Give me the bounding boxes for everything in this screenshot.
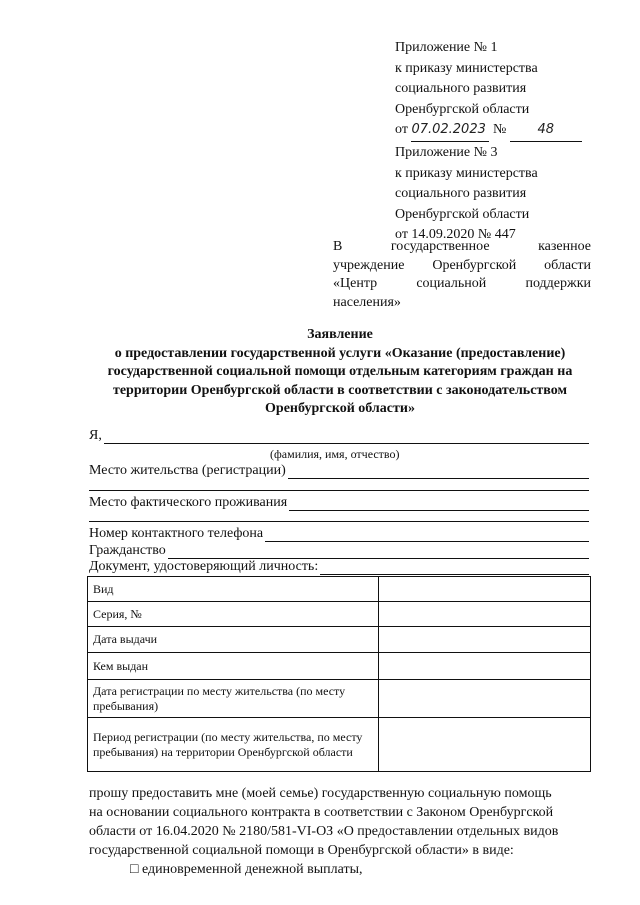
id-document-field [89,557,589,575]
addressee-line-4: населения» [333,294,401,310]
appendix-1-line-3: социального развития [395,81,527,96]
title-line-3: государственной социальной помощи отдельным категориям граждан на [107,364,573,379]
title-line-5: Оренбургской области» [265,401,415,416]
residence-input-line[interactable] [288,464,589,479]
id-document-label: Документ, удостоверяющий личность: [89,559,319,574]
lump-sum-payment-checkbox[interactable]: □ единовременной денежной выплаты, [130,862,363,877]
addressee-word: области [544,257,591,273]
table-cell-label: Серия, № [88,602,379,627]
number-sign: № [492,122,507,137]
title-line-1: Заявление [307,327,373,342]
appendix-3-line-2: к приказу министерства [395,165,538,181]
appendix-3-block [395,143,538,246]
appendix-1-date-line [395,120,582,142]
table-cell-value[interactable] [379,627,591,653]
actual-residence-extra-line[interactable] [89,521,589,522]
citizenship-label: Гражданство [89,543,166,558]
fio-field[interactable] [89,426,589,444]
addressee-word: государственное [390,239,490,254]
id-document-table [87,576,591,772]
table-cell-label: Вид [88,577,379,602]
residence-label: Место жительства (регистрации) [89,463,286,478]
handwritten-number: 48 [510,120,582,142]
table-cell-value[interactable] [379,577,591,602]
actual-residence-field[interactable] [89,493,589,511]
table-cell-value[interactable] [379,718,591,772]
id-document-line [320,560,589,575]
addressee-word: казенное [538,239,591,254]
table-row [88,627,591,653]
appendix-3-line-4: Оренбургской области [395,206,530,222]
table-cell-label: Дата выдачи [88,627,379,653]
residence-field[interactable] [89,461,589,479]
request-paragraph [89,784,591,860]
appendix-3-title: Приложение № 3 [395,145,498,160]
addressee-word: В [333,239,343,254]
table-row [88,680,591,718]
title-line-4: территории Оренбургской области в соответствии с законодательством [112,382,568,398]
table-cell-label: Период регистрации (по месту жительства, по месту пребывания) на территории Оренбургской области [88,718,379,772]
phone-field[interactable] [89,524,589,542]
table-cell-label: Дата регистрации по месту жительства (по месту пребывания) [88,680,379,718]
handwritten-date: 07.02.2023 [411,120,489,142]
appendix-3-line-3: социального развития [395,186,527,201]
table-cell-label: Кем выдан [88,653,379,680]
fio-input-line[interactable] [104,429,589,444]
paragraph-line-4: государственной социальной помощи в Оренбургской области» в виде: [89,843,514,858]
addressee-block [333,238,591,312]
table-cell-value[interactable] [379,653,591,680]
addressee-line-1 [333,238,591,257]
appendix-1-line-4: Оренбургской области [395,101,530,117]
residence-extra-line[interactable] [89,490,589,491]
addressee-line-2 [333,257,591,276]
appendix-3-line-5: от 14.09.2020 № 447 [395,227,516,242]
table-row [88,653,591,680]
paragraph-line-2: на основании социального контракта в соответствии с Законом Оренбургской [89,805,554,820]
table-cell-value[interactable] [379,602,591,627]
addressee-word: учреждение [333,257,405,273]
fio-hint: (фамилия, имя, отчество) [270,447,400,461]
table-row [88,602,591,627]
paragraph-line-3: области от 16.04.2020 № 2180/581-VI-ОЗ «О предоставлении отдельных видов [89,824,559,839]
table-row [88,577,591,602]
title-line-2: о предоставлении государственной услуги «Оказание (предоставление) [114,345,566,361]
actual-residence-label: Место фактического проживания [89,495,288,510]
addressee-word: Оренбургской [432,257,517,273]
addressee-line-3 [333,275,591,294]
addressee-word: поддержки [525,276,591,291]
from-label: от [395,122,408,137]
appendix-1-line-2: к приказу министерства [395,60,538,76]
fio-label: Я, [89,428,102,443]
application-title [80,326,600,419]
paragraph-line-1: прошу предоставить мне (моей семье) государственную социальную помощь [89,786,552,801]
appendix-1-title: Приложение № 1 [395,40,498,55]
addressee-word: «Центр [333,276,378,291]
phone-input-line[interactable] [265,527,589,542]
appendix-1-block [395,38,582,142]
actual-residence-input-line[interactable] [289,496,589,511]
phone-label: Номер контактного телефона [89,526,264,541]
addressee-word: социальной [416,276,487,291]
table-cell-value[interactable] [379,680,591,718]
table-row [88,718,591,772]
